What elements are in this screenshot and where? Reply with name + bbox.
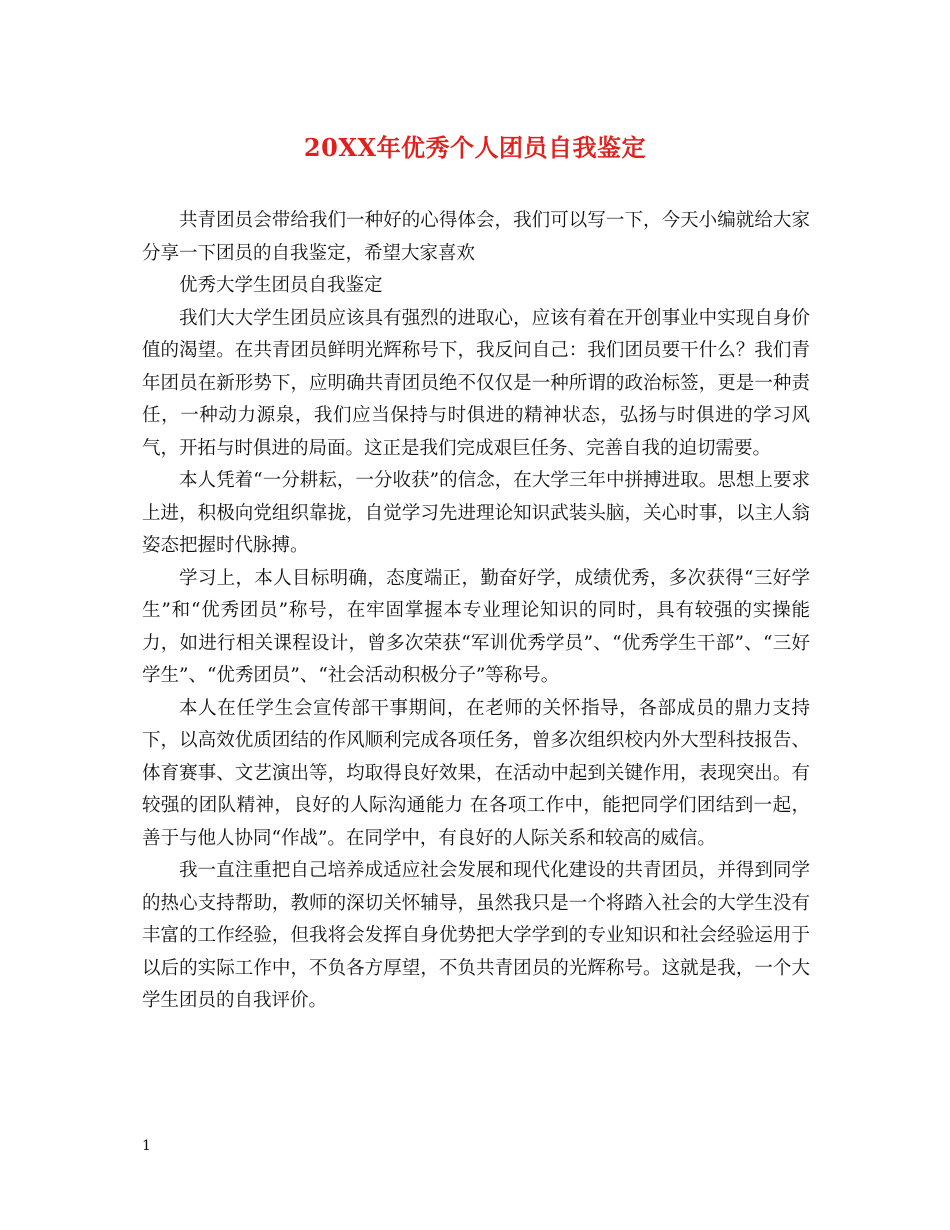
document-body [142,205,810,1018]
paragraph: 我们大大学生团员应该具有强烈的进取心，应该有着在开创事业中实现自身价值的渴望。在共青团员鲜明光辉称号下，我反问自己：我们团员要干什么？我们青年团员在新形势下，应明确共青团员绝不仅仅是一种所谓的政治标签，更是一种责任，一种动力源泉，我们应当保持与时俱进的精神状态，弘扬与时俱进的学习风气，开拓与时俱进的局面。这正是我们完成艰巨任务、完善自我的迫切需要。 [142,307,810,459]
paragraph: 本人凭着“一分耕耘，一分收获”的信念，在大学三年中拼搏进取。思想上要求上进，积极向党组织靠拢，自觉学习先进理论知识武装头脑，关心时事，以主人翁姿态把握时代脉搏。 [142,470,810,556]
document-title: 20XX年优秀个人团员自我鉴定 [303,133,647,162]
paragraph: 学习上，本人目标明确，态度端正，勤奋好学，成绩优秀，多次获得“三好学生”和“优秀团员”称号，在牢固掌握本专业理论知识的同时，具有较强的实操能力，如进行相关课程设计，曾多次荣获“军训优秀学员”、“优秀学生干部”、“三好学生”、“优秀团员”、“社会活动积极分子”等称号。 [142,567,810,686]
page-number: 1 [142,1138,151,1154]
paragraph: 本人在任学生会宣传部干事期间，在老师的关怀指导，各部成员的鼎力支持下，以高效优质团结的作风顺利完成各项任务，曾多次组织校内外大型科技报告、体育赛事、文艺演出等，均取得良好效果，在活动中起到关键作用，表现突出。有较强的团队精神，良好的人际沟通能力 在各项工作中，能把同学们团结到一起，善于与他人协同“作战”。在同学中，有良好的人际关系和较高的威信。 [142,697,810,849]
paragraph: 我一直注重把自己培养成适应社会发展和现代化建设的共青团员，并得到同学的热心支持帮助，教师的深切关怀辅导，虽然我只是一个将踏入社会的大学生没有丰富的工作经验，但我将会发挥自身优势把大学学到的专业知识和社会经验运用于以后的实际工作中，不负各方厚望，不负共青团员的光辉称号。这就是我，一个大学生团员的自我评价。 [142,860,810,1011]
section-heading: 优秀大学生团员自我鉴定 [179,275,383,296]
paragraph-intro: 共青团员会带给我们一种好的心得体会，我们可以写一下，今天小编就给大家分享一下团员的自我鉴定，希望大家喜欢 [142,210,810,264]
